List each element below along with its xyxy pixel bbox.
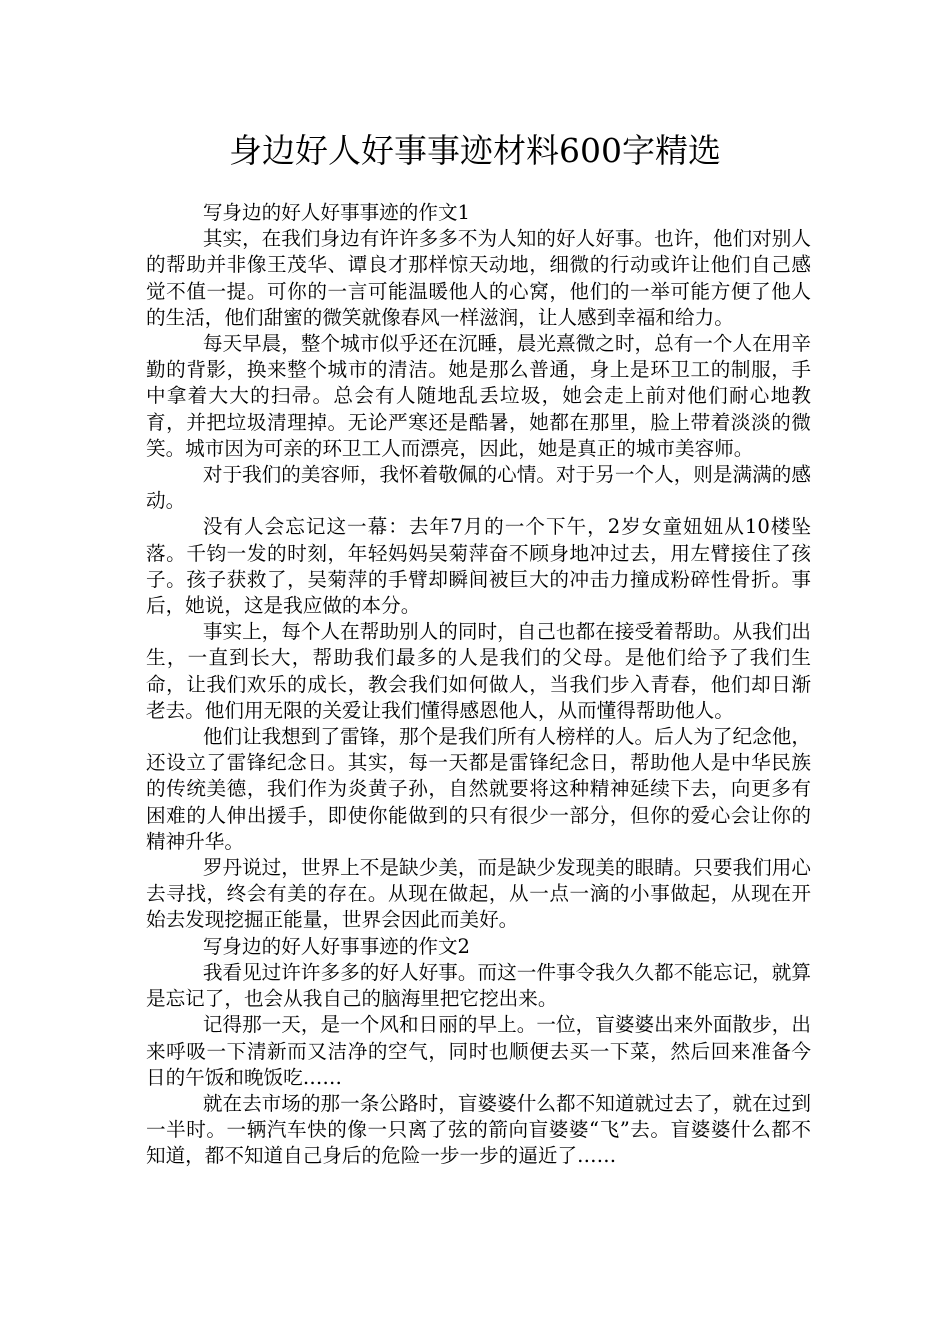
section-heading-essay-1: 写身边的好人好事事迹的作文1	[202, 201, 471, 224]
paragraph: 对于我们的美容师，我怀着敬佩的心情。对于另一个人，则是满满的感动。	[146, 463, 811, 513]
paragraph: 事实上，每个人在帮助别人的同时，自己也都在接受着帮助。从我们出生，一直到长大，帮助我们最多的人是我们的父母。是他们给予了我们生命，让我们欢乐的成长，教会我们如何做人，当我们步入青春，他们却日渐老去。他们用无限的关爱让我们懂得感恩他人，从而懂得帮助他人。	[146, 620, 811, 722]
document-title: 身边好人好事事迹材料600字精选	[229, 131, 721, 170]
document-body	[146, 200, 811, 1170]
paragraph: 他们让我想到了雷锋，那个是我们所有人榜样的人。后人为了纪念他，还设立了雷锋纪念日。其实，每一天都是雷锋纪念日，帮助他人是中华民族的传统美德，我们作为炎黄子孙，自然就要将这种精神延续下去，向更多有困难的人伸出援手，即使你能做到的只有很少一部分，但你的爱心会让你的精神升华。	[146, 725, 811, 853]
section-heading-essay-2: 写身边的好人好事事迹的作文2	[202, 934, 471, 958]
paragraph: 就在去市场的那一条公路时，盲婆婆什么都不知道就过去了，就在过到一半时。一辆汽车快的像一只离了弦的箭向盲婆婆“飞”去。盲婆婆什么都不知道，都不知道自己身后的危险一步一步的逼近了……	[146, 1091, 811, 1168]
paragraph: 记得那一天，是一个风和日丽的早上。一位，盲婆婆出来外面散步，出来呼吸一下清新而又洁净的空气，同时也顺便去买一下菜，然后回来准备今日的午饭和晚饭吃……	[146, 1013, 811, 1089]
paragraph: 其实，在我们身边有许许多多不为人知的好人好事。也许，他们对别人的帮助并非像王茂华、谭良才那样惊天动地，细微的行动或许让他们自己感觉不值一提。可你的一言可能温暖他人的心窝，他们的一举可能方便了他人的生活，他们甜蜜的微笑就像春风一样滋润，让人感到幸福和给力。	[146, 227, 811, 329]
paragraph: 罗丹说过，世界上不是缺少美，而是缺少发现美的眼睛。只要我们用心去寻找，终会有美的存在。从现在做起，从一点一滴的小事做起，从现在开始去发现挖掘正能量，世界会因此而美好。	[146, 856, 811, 932]
paragraph: 每天早晨，整个城市似乎还在沉睡，晨光熹微之时，总有一个人在用辛勤的背影，换来整个城市的清洁。她是那么普通，身上是环卫工的制服，手中拿着大大的扫帚。总会有人随地乱丢垃圾，她会走上前对他们耐心地教育，并把垃圾清理掉。无论严寒还是酷暑，她都在那里，脸上带着淡淡的微笑。城市因为可亲的环卫工人而漂亮，因此，她是真正的城市美容师。	[146, 332, 811, 460]
paragraph: 没有人会忘记这一幕：去年7月的一个下午，2岁女童妞妞从10楼坠落。千钧一发的时刻，年轻妈妈吴菊萍奋不顾身地冲过去，用左臂接住了孩子。孩子获救了，吴菊萍的手臂却瞬间被巨大的冲击力撞成粉碎性骨折。事后，她说，这是我应做的本分。	[146, 515, 811, 618]
paragraph: 我看见过许许多多的好人好事。而这一件事令我久久都不能忘记，就算是忘记了，也会从我自己的脑海里把它挖出来。	[146, 960, 811, 1011]
